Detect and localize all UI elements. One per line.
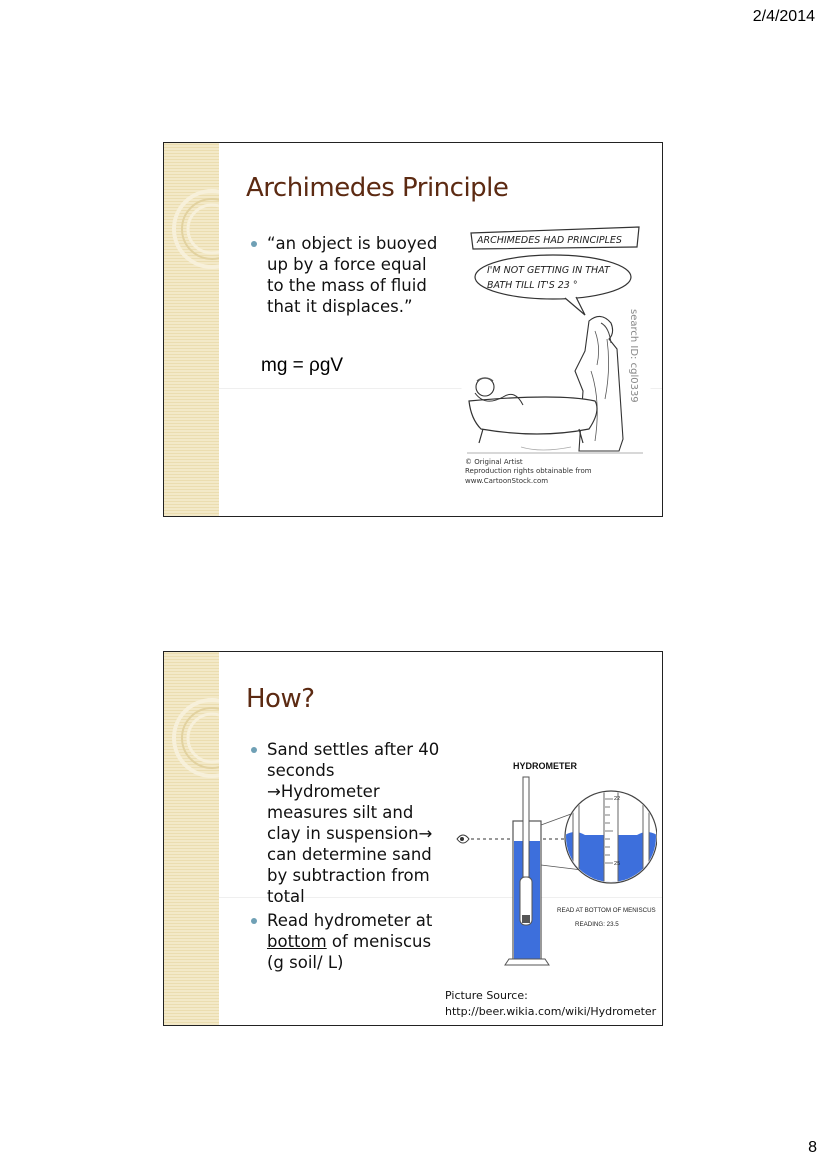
bullet-item: “an object is buoyed up by a force equal to the mass of fluid that it displaces.” [250,233,440,317]
slide-how [163,651,663,1026]
eye-icon [460,837,464,841]
bullet-item: Sand settles after 40 seconds →Hydrometer measures silt and clay in suspension→ can determine sand by subtraction from total [250,739,440,907]
picture-source [445,988,656,1020]
credit-line-2: Reproduction rights obtainable from [465,467,592,475]
source-url: http://beer.wikia.com/wiki/Hydrometer [445,1005,657,1018]
tick-label-top: 22 [614,796,621,802]
buoyancy-formula: mg = ρgV [261,355,344,376]
diagram-note: READ AT BOTTOM OF MENISCUS [557,907,656,914]
page-number: 8 [808,1139,817,1156]
diagram-reading: READING: 23.5 [575,921,619,928]
bullet-text: Read hydrometer at [267,911,433,930]
search-id-text: search ID: cgl0339 [628,309,639,403]
decorative-rings-icon [164,652,219,1025]
bullet-text: of meniscus (g soil/ L) [267,932,432,972]
underlined-word: bottom [267,932,327,951]
slide-archimedes [163,142,663,517]
bullet-list [250,739,440,976]
bullet-item [250,910,440,973]
credit-line-3: www.CartoonStock.com [465,477,549,485]
archimedes-cartoon [461,221,651,494]
credit-line-1: © Original Artist [465,458,523,466]
cartoon-caption: ARCHIMEDES HAD PRINCIPLES [477,235,622,246]
speech-line-2: BATH TILL IT'S 23 ° [487,280,578,291]
hydrometer-diagram [447,755,657,975]
diagram-title: HYDROMETER [513,761,578,771]
slide-title: Archimedes Principle [246,173,509,203]
tick-label-bottom: 25 [614,861,621,867]
source-label: Picture Source: [445,989,528,1002]
print-date: 2/4/2014 [752,8,815,25]
decorative-rings-icon [164,143,219,516]
slide-title: How? [246,684,315,714]
decorative-stripe [164,652,219,1025]
decorative-stripe [164,143,219,516]
speech-line-1: I'M NOT GETTING IN THAT [487,265,610,276]
bullet-list [250,233,440,320]
